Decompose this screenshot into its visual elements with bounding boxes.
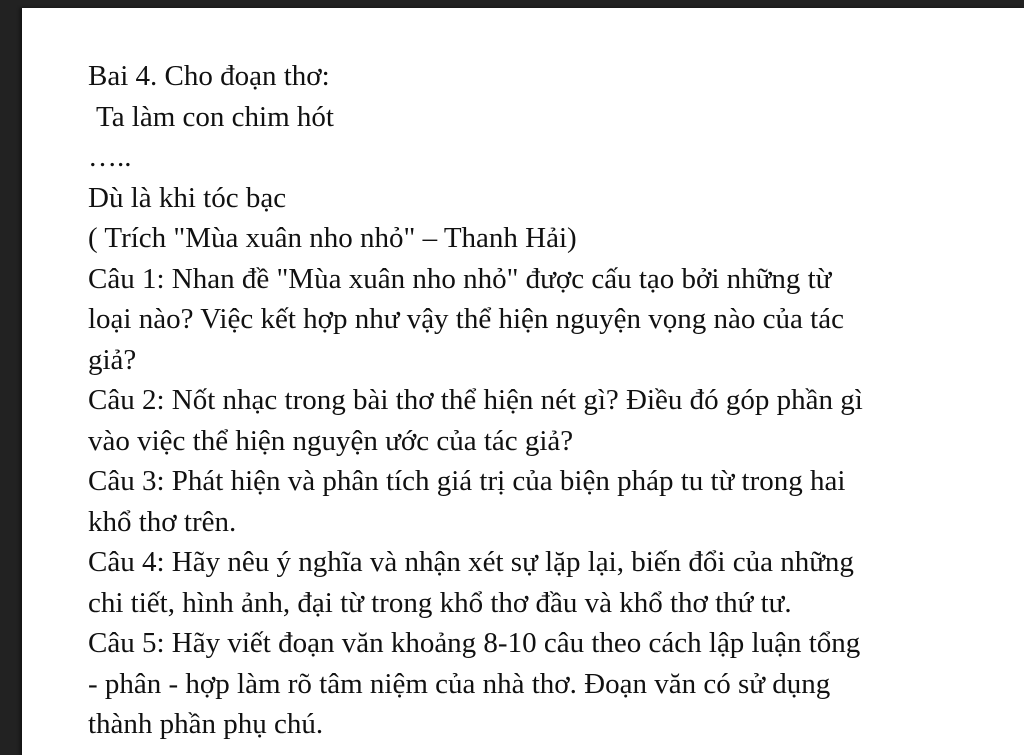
question-4 xyxy=(88,542,1008,623)
exercise-title: Bai 4. Cho đoạn thơ: xyxy=(88,60,330,92)
question-3-line-1: Câu 3: Phát hiện và phân tích giá trị của biện pháp tu từ trong hai xyxy=(88,465,846,497)
question-1-line-3: giả? xyxy=(88,343,137,376)
question-3-line-2: khổ thơ trên. xyxy=(88,505,237,538)
question-1-line-1: Câu 1: Nhan đề "Mùa xuân nho nhỏ" được cấu tạo bởi những từ xyxy=(88,262,832,295)
poem-line-first: Ta làm con chim hót xyxy=(96,100,334,133)
document-page xyxy=(22,8,1024,755)
document-text xyxy=(88,56,1008,745)
question-4-line-1: Câu 4: Hãy nêu ý nghĩa và nhận xét sự lặp lại, biến đổi của những xyxy=(88,546,854,578)
poem-line-last: Dù là khi tóc bạc xyxy=(88,181,287,214)
question-5-line-1: Câu 5: Hãy viết đoạn văn khoảng 8-10 câu theo cách lập luận tổng xyxy=(88,627,861,659)
question-4-line-2: chi tiết, hình ảnh, đại từ trong khổ thơ đầu và khổ thơ thứ tư. xyxy=(88,586,792,619)
question-5 xyxy=(88,623,1008,745)
question-2-line-2: vào việc thể hiện nguyện ước của tác giả? xyxy=(88,424,574,457)
question-3 xyxy=(88,461,1008,542)
question-5-line-2: - phân - hợp làm rõ tâm niệm của nhà thơ. Đoạn văn có sử dụng xyxy=(88,667,831,700)
poem-citation: ( Trích "Mùa xuân nho nhỏ" – Thanh Hải) xyxy=(88,222,577,254)
question-2-line-1: Câu 2: Nốt nhạc trong bài thơ thể hiện nét gì? Điều đó góp phần gì xyxy=(88,384,863,416)
question-5-line-3: thành phần phụ chú. xyxy=(88,708,324,740)
question-1 xyxy=(88,259,1008,381)
poem-ellipsis: ….. xyxy=(88,141,132,173)
question-2 xyxy=(88,380,1008,461)
question-1-line-2: loại nào? Việc kết hợp như vậy thể hiện nguyện vọng nào của tác xyxy=(88,303,844,335)
